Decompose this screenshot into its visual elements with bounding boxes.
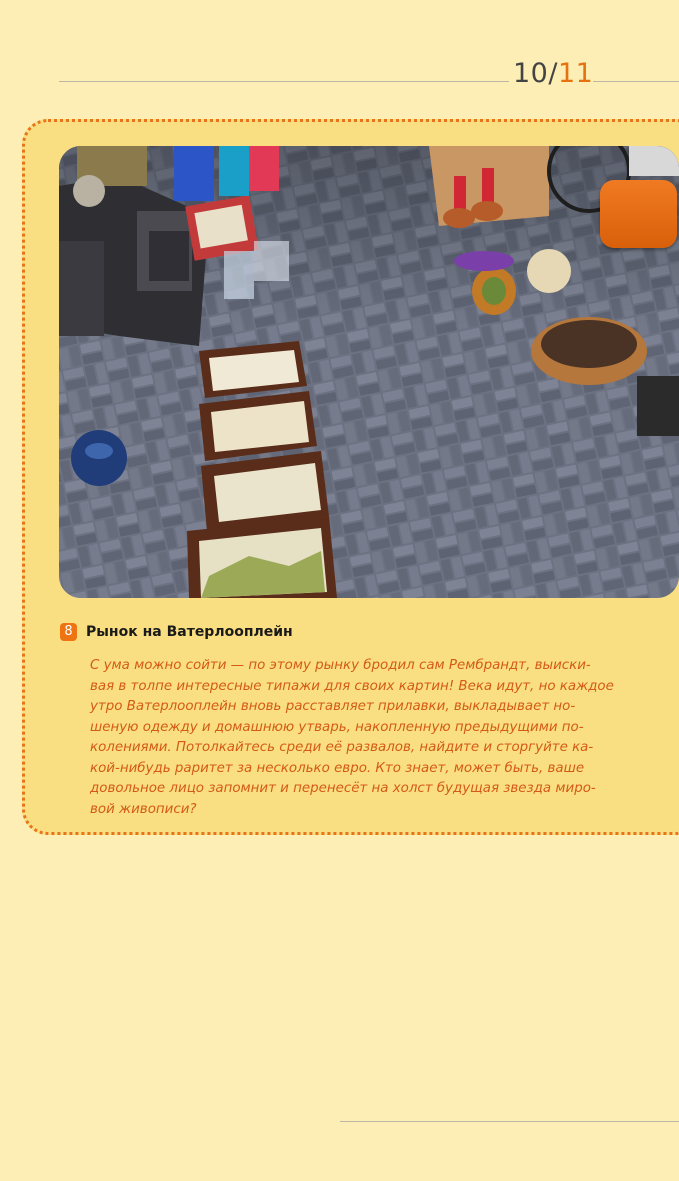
page-total: 11 <box>557 58 594 89</box>
page-number <box>513 56 593 92</box>
page-separator: / <box>548 58 558 89</box>
description-line: вой живописи? <box>90 801 197 817</box>
description-line: вая в толпе интересные типажи для своих картин! Века идут, но каждое <box>90 678 614 694</box>
item-title: Рынок на Ватерлооплейн <box>86 624 293 640</box>
orange-tab-decoration <box>600 180 677 248</box>
item-heading <box>60 622 293 642</box>
page-current: 10 <box>513 58 549 89</box>
item-number-badge: 8 <box>60 623 77 641</box>
flea-market-photo <box>59 146 679 598</box>
footer-rule <box>340 1121 679 1122</box>
description-line: утро Ватерлооплейн вновь расставляет прилавки, выкладывает но- <box>90 699 576 714</box>
description-line: шеную одежду и домашнюю утварь, накопленную предыдущими по- <box>90 719 584 735</box>
photo-illustration <box>59 146 679 598</box>
item-description <box>90 656 614 820</box>
description-line: довольное лицо запомнит и перенесёт на холст будущая звезда миро- <box>90 781 596 796</box>
header-rule <box>59 81 509 82</box>
description-line: кой-нибудь раритет за несколько евро. Кто знает, может быть, ваше <box>90 760 585 776</box>
description-line: колениями. Потолкайтесь среди её развалов, найдите и сторгуйте ка- <box>90 740 594 755</box>
header-rule-right <box>593 81 679 82</box>
description-line: С ума можно сойти — по этому рынку бродил сам Рембрандт, выиски- <box>90 658 591 673</box>
